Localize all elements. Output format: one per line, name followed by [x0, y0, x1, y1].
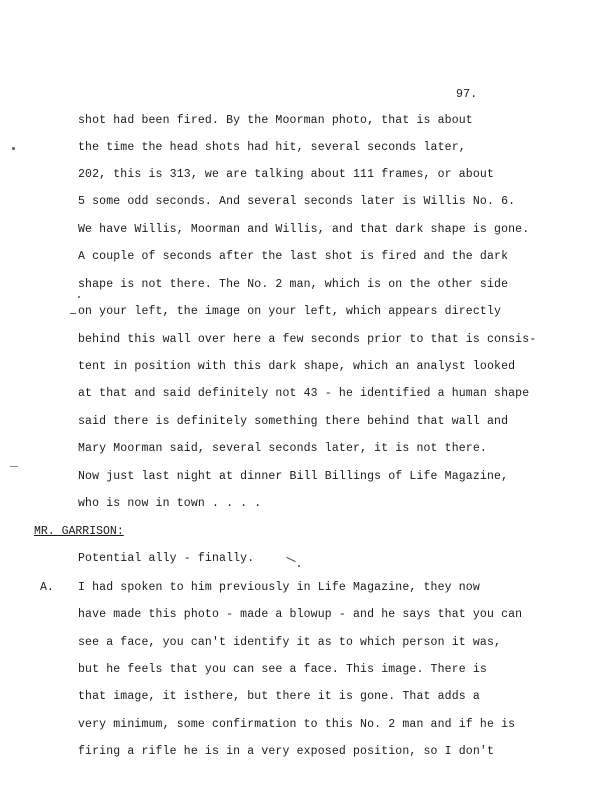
- scan-speck: [78, 296, 80, 298]
- transcript-line: who is now in town . . . .: [78, 497, 262, 510]
- transcript-line: Mary Moorman said, several seconds later, it is not there.: [78, 442, 487, 455]
- scan-speck: [298, 565, 300, 567]
- transcript-line: behind this wall over here a few seconds prior to that is consis-: [78, 333, 537, 346]
- speaker-line: Potential ally - finally.: [78, 552, 255, 565]
- scan-speck: [70, 313, 76, 314]
- transcript-line: see a face, you can't identify it as to which person it was,: [78, 636, 502, 649]
- answer-marker: A.: [40, 581, 54, 594]
- transcript-line: shape is not there. The No. 2 man, which is on the other side: [78, 278, 509, 291]
- speaker-label: MR. GARRISON:: [34, 525, 124, 538]
- transcript-line: I had spoken to him previously in Life Magazine, they now: [78, 581, 480, 594]
- transcript-line: shot had been fired. By the Moorman photo, that is about: [78, 114, 473, 127]
- scan-speck: [12, 147, 15, 150]
- transcript-line: said there is definitely something there behind that wall and: [78, 415, 509, 428]
- scan-speck: [286, 557, 295, 562]
- transcript-line: Now just last night at dinner Bill Billings of Life Magazine,: [78, 470, 509, 483]
- page-number: 97.: [456, 88, 478, 101]
- transcript-line: but he feels that you can see a face. This image. There is: [78, 663, 487, 676]
- transcript-line: A couple of seconds after the last shot is fired and the dark: [78, 250, 509, 263]
- transcript-line: 5 some odd seconds. And several seconds later is Willis No. 6.: [78, 195, 516, 208]
- transcript-line: on your left, the image on your left, which appears directly: [78, 305, 502, 318]
- transcript-line: firing a rifle he is in a very exposed position, so I don't: [78, 745, 495, 758]
- transcript-line: at that and said definitely not 43 - he identified a human shape: [78, 387, 530, 400]
- transcript-line: very minimum, some confirmation to this No. 2 man and if he is: [78, 718, 516, 731]
- transcript-line: the time the head shots had hit, several seconds later,: [78, 141, 466, 154]
- transcript-line: that image, it isthere, but there it is gone. That adds a: [78, 690, 480, 703]
- transcript-line: We have Willis, Moorman and Willis, and that dark shape is gone.: [78, 223, 530, 236]
- transcript-line: tent in position with this dark shape, which an analyst looked: [78, 360, 516, 373]
- transcript-line: 202, this is 313, we are talking about 111 frames, or about: [78, 168, 495, 181]
- transcript-line: have made this photo - made a blowup - and he says that you can: [78, 608, 523, 621]
- scan-speck: [10, 466, 18, 467]
